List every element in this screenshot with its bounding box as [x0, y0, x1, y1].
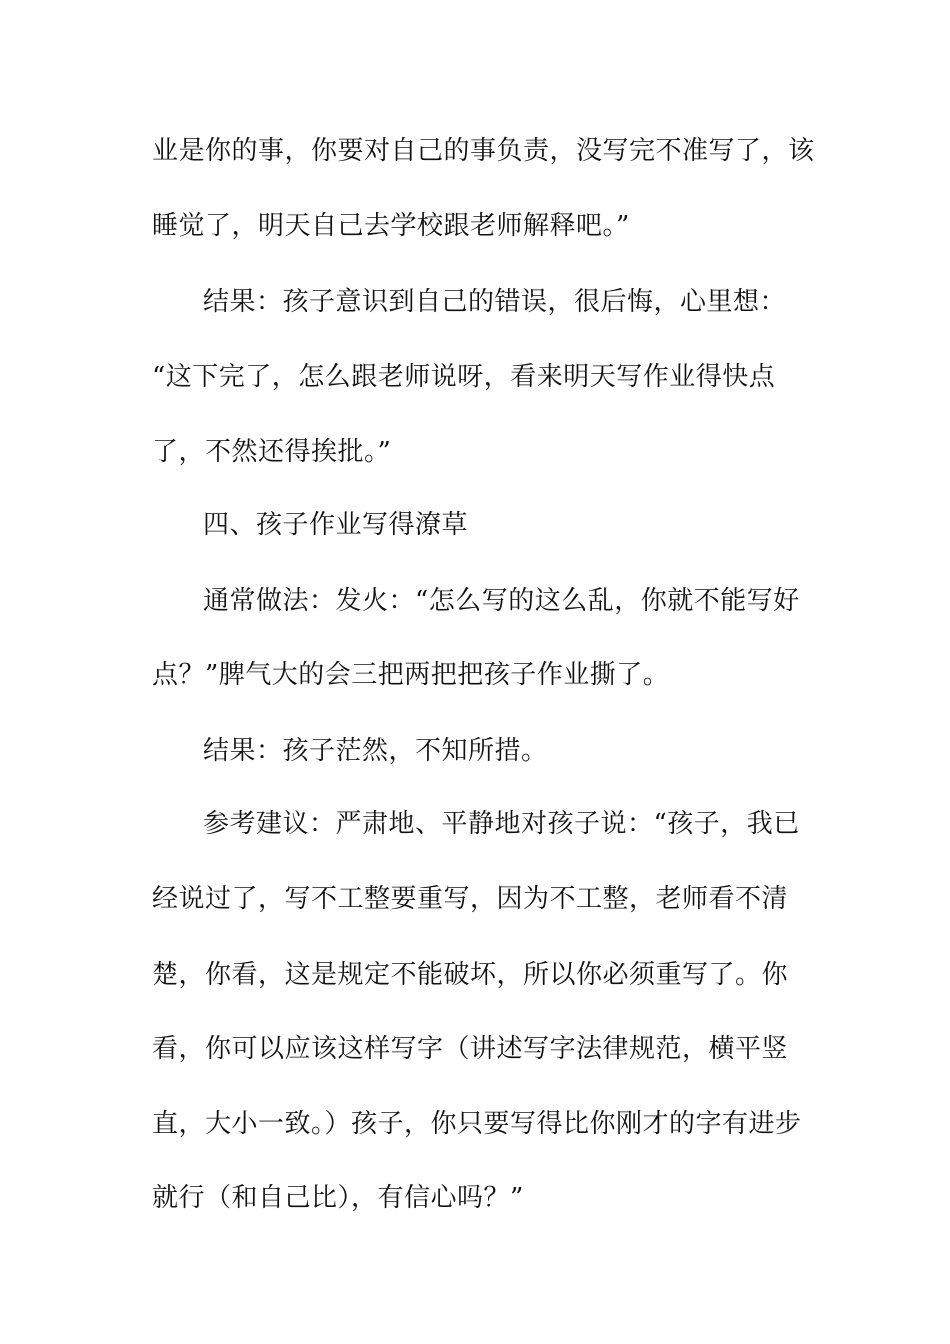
text-line: 了，不然还得挨批。” [152, 437, 392, 467]
text-line: “这下完了，怎么跟老师说呀，看来明天写作业得快点 [152, 362, 776, 392]
text-line: 楚，你看，这是规定不能破坏，所以你必须重写了。你 [152, 960, 789, 990]
paragraph-start-line: 结果：孩子茫然，不知所措。 [203, 736, 548, 766]
text-line: 点？”脾气大的会三把两把把孩子作业撕了。 [152, 660, 670, 690]
text-line: 直，大小一致。）孩子，你只要写得比你刚才的字有进步 [152, 1109, 802, 1139]
section-heading: 四、孩子作业写得潦草 [203, 510, 469, 540]
paragraph-start-line: 通常做法：发火：“怎么写的这么乱，你就不能写好 [203, 586, 800, 616]
text-line: 看，你可以应该这样写字（讲述写字法律规范，横平竖 [152, 1034, 789, 1064]
paragraph-start-line: 参考建议：严肃地、平静地对孩子说：“孩子，我已 [203, 809, 800, 839]
text-line: 经说过了，写不工整要重写，因为不工整，老师看不清 [152, 884, 789, 914]
text-line: 睡觉了，明天自己去学校跟老师解释吧。” [152, 211, 630, 241]
paragraph-start-line: 结果：孩子意识到自己的错误，很后悔，心里想： [203, 287, 787, 317]
text-line: 业是你的事，你要对自己的事负责，没写完不准写了，该 [152, 136, 815, 166]
text-line: 就行（和自己比），有信心吗？” [152, 1183, 524, 1213]
